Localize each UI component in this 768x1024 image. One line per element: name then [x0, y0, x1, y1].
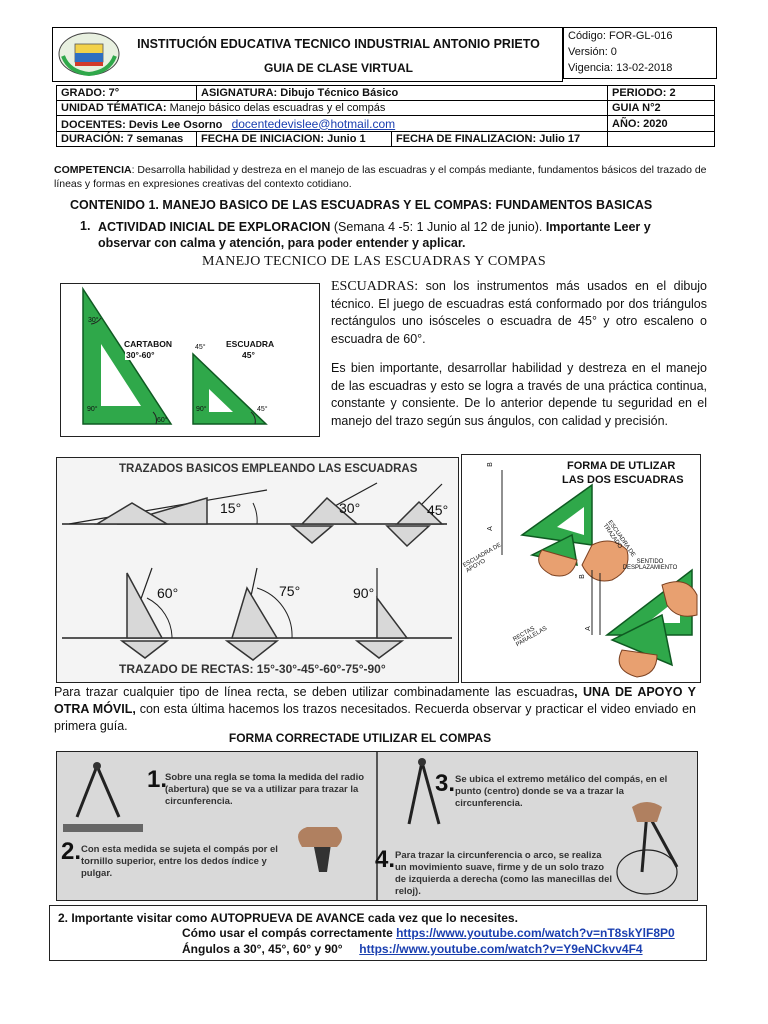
trazados-title: TRAZADOS BASICOS EMPLEANDO LAS ESCUADRAS — [119, 463, 418, 475]
section-title: MANEJO TECNICO DE LAS ESCUADRAS Y COMPAS — [202, 254, 546, 269]
escuadras-lead: ESCUADRAS: — [331, 279, 419, 294]
trazados-footer: TRAZADO DE RECTAS: 15°-30°-45°-60°-75°-90° — [119, 662, 386, 676]
compas-step-4-number: 4. — [375, 846, 396, 873]
label-rectas-paralelas: RECTAS PARALELAS — [512, 625, 549, 649]
autoprueba-bold: AUTOPRUEVA DE AVANCE — [210, 911, 365, 925]
competencia-paragraph — [54, 163, 716, 191]
escuadras-paragraph-2: Es bien importante, desarrollar habilidad y destreza en el manejo de las escuadras y esto se logra a través de una práctica continua, constante y consiente. De lo anterior depende tu seguridad en el manejo del trazo según sus ángulos, con calidad y precisión. — [331, 361, 707, 428]
teachers-label: DOCENTES: — [61, 118, 126, 131]
autoprueba-line-1 — [58, 911, 518, 925]
escuadra-label: ESCUADRA — [226, 339, 275, 349]
doc-validity: Vigencia: 13-02-2018 — [568, 62, 673, 74]
escuadras-paragraph — [331, 278, 707, 348]
dos-escuadras-title-2: LAS DOS ESCUADRAS — [562, 474, 684, 486]
duration-value: 7 semanas — [127, 133, 184, 145]
label-b-1: B — [486, 462, 494, 467]
rectas-text-2: con esta última hacemos los trazos necesitados. Recuerda observar y practicar el video enviado en primera guía. — [54, 702, 696, 733]
actividad-paragraph — [98, 219, 698, 251]
guide-number: GUIA N°2 — [608, 101, 715, 116]
unit-label: UNIDAD TÉMATICA: — [61, 102, 167, 114]
competencia-text: : Desarrolla habilidad y destreza en el manejo de las escuadras y el compás mediante, fundamentos básicos del trazado de líneas y formas en expresiones creativas del contexto cotidiano. — [54, 164, 707, 190]
start-value: Junio 1 — [327, 133, 366, 145]
end-value: Julio 17 — [539, 133, 581, 145]
rectas-bold: , UNA DE APOYO Y OTRA MÓVIL, — [54, 685, 696, 716]
compas-step-4-text: Para trazar la circunferencia o arco, se realiza un movimiento suave, firme y de un solo trazo de izquierda a derecha (como las manecillas del reloj). — [395, 850, 613, 897]
angulos-video-link[interactable]: https://www.youtube.com/watch?v=Y9eNCkvv4F4 — [359, 942, 643, 956]
angle-75-trazado-label: 75° — [279, 583, 301, 599]
label-a-2: A — [584, 626, 592, 631]
trazados-figure — [56, 457, 459, 683]
angle-45-trazado-label: 45° — [427, 502, 449, 518]
autoprueba-number: 2. — [58, 911, 69, 925]
year-value: 2020 — [643, 117, 668, 130]
period-value: 2 — [669, 87, 676, 99]
grade-label: GRADO: — [61, 87, 106, 99]
angle-60-trazado-label: 60° — [157, 585, 179, 601]
end-label: FECHA DE FINALIZACION: — [396, 133, 537, 145]
compas-step-2-number: 2. — [61, 838, 82, 865]
unit-value: Manejo básico delas escuadras y el compás — [169, 102, 386, 114]
compas-step-1-number: 1. — [147, 766, 168, 793]
compas-step-1-text: Sobre una regla se toma la medida del radio (abertura) que se va a utilizar para trazar la circunferencia. — [165, 772, 365, 807]
escuadra-shape — [193, 354, 266, 424]
doc-title: GUIA DE CLASE VIRTUAL — [264, 61, 413, 75]
contenido-heading: CONTENIDO 1. MANEJO BASICO DE LAS ESCUADRAS Y EL COMPAS: FUNDAMENTOS BASICAS — [70, 198, 653, 212]
autoprueba-line-3 — [182, 942, 643, 956]
autoprueba-text: Importante visitar como — [68, 911, 211, 925]
start-label: FECHA DE INICIACION: — [201, 133, 325, 145]
label-escuadra-trazado: ESCUADRA DE TRAZADO — [601, 519, 636, 559]
angle-90b-label: 90° — [196, 406, 207, 413]
label-a-1: A — [486, 526, 494, 531]
doc-version: Versión: 0 — [568, 46, 617, 58]
label-b-2: B — [578, 574, 586, 579]
year-label: AÑO: — [612, 117, 641, 130]
autoprueba-line-2 — [182, 926, 675, 940]
compas-title: FORMA CORRECTADE UTILIZAR EL COMPAS — [228, 731, 492, 745]
actividad-number: 1. — [80, 219, 91, 233]
compas-step-2-text: Con esta medida se sujeta el compás por el tornillo superior, entre los dedos índice y pulgar. — [81, 844, 278, 879]
compas-figure — [56, 751, 698, 901]
escuadras-text: son los instrumentos más usados en el dibujo técnico. El juego de escuadras está conformado por dos triángulos rectángulos uno isósceles o escuadra de 45° y otro escaleno o escuadra de 60°. — [331, 279, 707, 346]
label-escuadra-apoyo: ESCUADRA DE APOYO — [462, 542, 503, 575]
label-sentido-desplazamiento: SENTIDO DESPLAZAMIENTO — [622, 559, 678, 571]
rectas-paragraph — [54, 684, 696, 735]
compas-video-label: Cómo usar el compás correctamente — [182, 926, 397, 940]
angle-45b-label: 45° — [257, 406, 268, 413]
subject-label: ASIGNATURA: — [201, 87, 278, 99]
duration-label: DURACIÓN: — [61, 133, 124, 145]
dos-escuadras-title-1: FORMA DE UTLIZAR — [567, 460, 676, 472]
subject-value: Dibujo Técnico Básico — [280, 87, 399, 99]
angle-60-label: 60° — [157, 417, 168, 424]
competencia-label: COMPETENCIA — [54, 164, 132, 176]
actividad-instruction: Importante Leer y observar con calma y atención, para poder entender y aplicar. — [98, 220, 651, 250]
autoprueba-text-2: cada vez que lo necesites. — [364, 911, 518, 925]
teacher-email-link[interactable]: docentedevislee@hotmail.com — [231, 116, 396, 131]
angle-15-label: 15° — [220, 500, 242, 516]
angle-90-trazado-label: 90° — [353, 585, 375, 601]
school-logo — [57, 30, 121, 77]
teachers-value: Devis Lee Osorno — [128, 118, 223, 131]
compas-step-3-number: 3. — [435, 770, 456, 797]
rectas-text-1: Para trazar cualquier tipo de línea recta, se deben utilizar combinadamente las escuadras — [54, 685, 575, 699]
dos-escuadras-figure — [461, 454, 701, 683]
cartabon-label: CARTABON — [124, 339, 173, 349]
info-table — [56, 85, 715, 147]
cartabon-angles-label: 30°-60° — [126, 350, 155, 360]
escuadras-figure — [60, 283, 320, 437]
actividad-detail: (Semana 4 -5: 1 Junio al 12 de junio). — [330, 220, 546, 234]
compas-step-3-text: Se ubica el extremo metálico del compás, en el punto (centro) donde se va a trazar la circunferencia. — [455, 774, 668, 809]
angle-30-trazado-label: 30° — [339, 500, 361, 516]
angle-45a-label: 45° — [195, 344, 206, 351]
grade-value: 7° — [108, 87, 120, 99]
institution-name: INSTITUCIÓN EDUCATIVA TECNICO INDUSTRIAL ANTONIO PRIETO — [137, 37, 540, 51]
escuadra-angle-label: 45° — [242, 350, 255, 360]
actividad-title: ACTIVIDAD INICIAL DE EXPLORACION — [98, 220, 331, 234]
compas-video-link[interactable]: https://www.youtube.com/watch?v=nT8skYlF8P0 — [396, 926, 675, 940]
doc-code: Código: FOR-GL-016 — [568, 30, 673, 42]
angle-90a-label: 90° — [87, 406, 98, 413]
period-label: PERIODO: — [612, 87, 667, 99]
angle-30-label: 30° — [88, 317, 99, 324]
angulos-video-label: Ángulos a 30°, 45°, 60° y 90° — [182, 942, 343, 956]
